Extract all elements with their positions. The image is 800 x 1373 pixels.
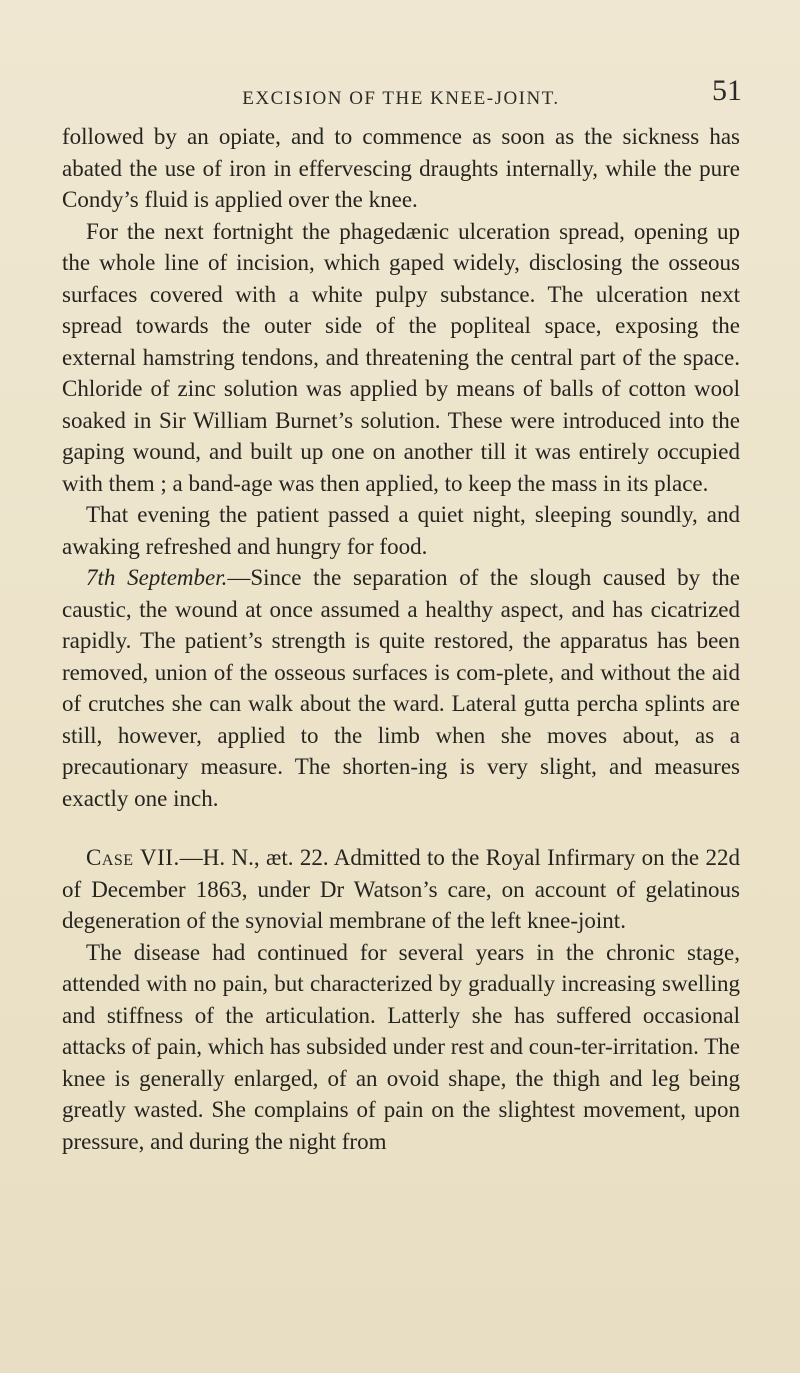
entry-date: 7th September.	[86, 565, 228, 590]
case-intro: —H. N., æt. 22. Admitted to the Royal Infirmary on the 22d of December 1863, under Dr Watson’s care, on account of gelatinous degeneration of the synovial membrane of the left knee-joint.	[62, 845, 740, 933]
paragraph-september	[62, 562, 740, 814]
paragraph-disease: The disease had continued for several years in the chronic stage, attended with no pain, but characterized by gradually increasing swelling and stiffness of the articulation. Latterly she has suffered occasional attacks of pain, which has subsided under rest and coun-ter-irritation. The knee is generally enlarged, of an ovoid shape, the thigh and leg being greatly wasted. She complains of pain on the slightest movement, upon pressure, and during the night from	[62, 939, 740, 1154]
body-text	[62, 121, 740, 1157]
case-number: Case VII.	[86, 845, 180, 870]
running-head	[62, 74, 742, 120]
paragraph-ulceration: For the next fortnight the phagedænic ulceration spread, opening up the whole line of incision, which gaped widely, disclosing the osseous surfaces covered with a white pulpy substance. The ulceration next spread towards the outer side of the popliteal space, exposing the external hamstring tendons, and threatening the central part of the space. Chloride of zinc solution was applied by means of balls of cotton wool soaked in Sir William Burnet’s solution. These were introduced into the gaping wound, and built up one on another till it was entirely occupied with them ; a band-age was then applied, to keep the mass in its place.	[62, 218, 740, 496]
entry-text: —Since the separation of the slough caused by the caustic, the wound at once assumed a healthy aspect, and has cicatrized rapidly. The patient’s strength is quite restored, the apparatus has been removed, union of the osseous surfaces is com-plete, and without the aid of crutches she can walk about the ward. Lateral gutta percha splints are still, however, applied to the limb when she moves about, as a precautionary measure. The shorten-ing is very slight, and measures exactly one inch.	[62, 565, 740, 811]
paragraph-evening: That evening the patient passed a quiet night, sleeping soundly, and awaking refreshed and hungry for food.	[62, 502, 740, 559]
paragraph-case-heading	[62, 842, 740, 937]
page-number: 51	[712, 74, 742, 107]
paragraph-continuation: followed by an opiate, and to commence as soon as the sickness has abated the use of iron in effervescing draughts internally, while the pure Condy’s fluid is applied over the knee.	[62, 124, 740, 212]
running-title: EXCISION OF THE KNEE-JOINT.	[242, 88, 560, 109]
